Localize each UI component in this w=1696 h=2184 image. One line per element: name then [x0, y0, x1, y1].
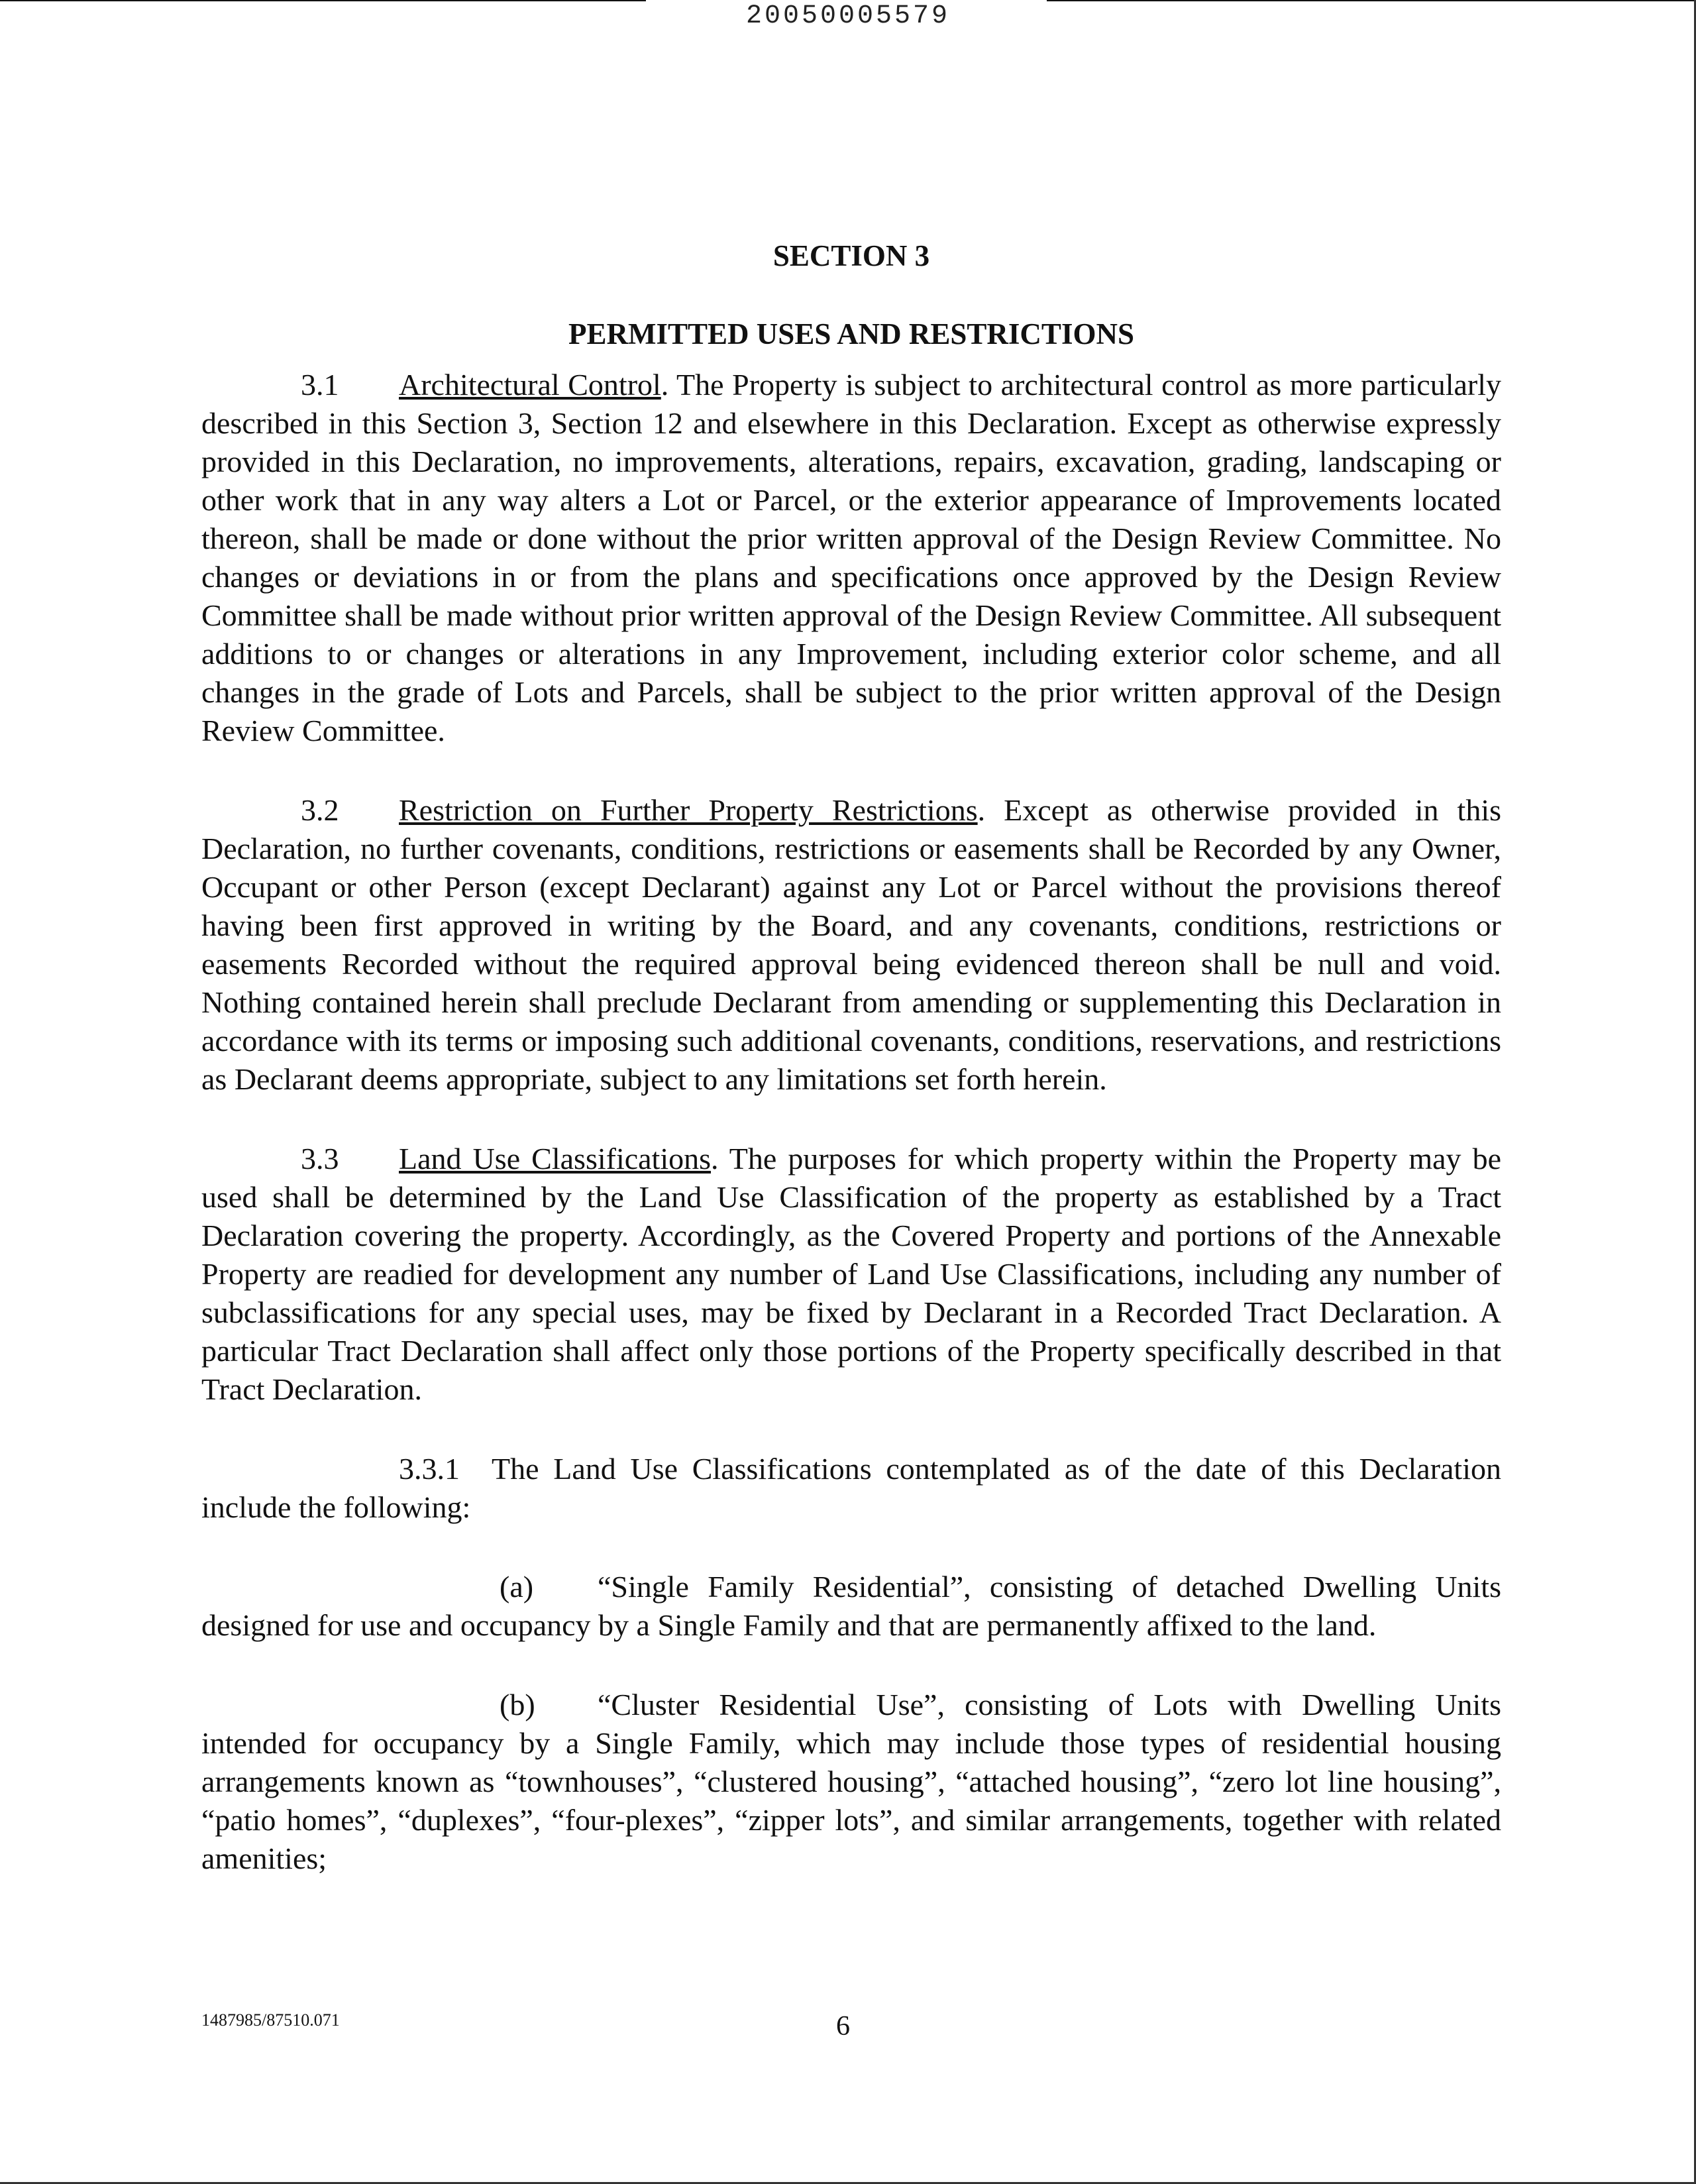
section-title: PERMITTED USES AND RESTRICTIONS — [568, 317, 1134, 351]
paragraph-number: 3.3 — [301, 1142, 339, 1175]
paragraph-a — [201, 1568, 1501, 1645]
page-number: 6 — [836, 2011, 850, 2042]
paragraph-number: 3.1 — [301, 368, 339, 402]
paragraph-text: . Except as otherwise provided in this Declaration, no further covenants, conditions, restrictions or easements shall be Recorded by any Owner, Occupant or other Person (except Declarant) against any Lot or Parcel without the provisions thereof having been first approved in writing by the Board, and any covenants, conditions, restrictions or easements Recorded without the required approval being evidenced thereon shall be null and void. Nothing contained herein shall preclude Declarant from amending or supplementing this Declaration in accordance with its terms or imposing such additional covenants, conditions, reservations, and restrictions as Declarant deems appropriate, subject to any limitations set forth herein. — [201, 793, 1502, 1096]
paragraph-number: (b) — [500, 1688, 535, 1721]
footer-reference: 1487985/87510.071 — [201, 2010, 340, 2030]
paragraph-text: . The Property is subject to architectural control as more particularly described in this Section 3, Section 12 and elsewhere in this Declaration. Except as otherwise expressly provided in this Declaration, no improvements, alterations, repairs, excavation, grading, landscaping or other work that in any way alters a Lot or Parcel, or the exterior appearance of Improvements located thereon, shall be made or done without the prior written approval of the Design Review Committee. No changes or deviations in or from the plans and specifications once approved by the Design Review Committee shall be made without prior written approval of the Design Review Committee. All subsequent additions to or changes or alterations in any Improvement, including exterior color scheme, and all changes in the grade of Lots and Parcels, shall be subject to the prior written approval of the Design Review Committee. — [201, 368, 1501, 747]
paragraph-text: “Single Family Residential”, consisting of detached Dwelling Units designed for use and occupancy by a Single Family and that are permanently affixed to the land. — [201, 1570, 1501, 1642]
paragraph-number: (a) — [500, 1570, 534, 1604]
paragraph-number: 3.2 — [301, 793, 339, 827]
document-body — [201, 239, 1501, 1919]
paragraph-3-3 — [201, 1140, 1501, 1409]
paragraph-heading: Land Use Classifications — [399, 1142, 712, 1175]
paragraph-b — [201, 1686, 1501, 1878]
recording-number: 20050005579 — [745, 1, 951, 31]
paragraph-3-3-1 — [201, 1450, 1501, 1527]
section-number: SECTION 3 — [772, 239, 930, 272]
paragraph-text: The Land Use Classifications contemplated as of the date of this Declaration include the following: — [201, 1452, 1501, 1524]
paragraph-3-2 — [201, 791, 1501, 1099]
paragraph-number: 3.3.1 — [399, 1452, 460, 1486]
paragraph-3-1 — [201, 366, 1501, 750]
paragraph-text: “Cluster Residential Use”, consisting of Lots with Dwelling Units intended for occupancy by a Single Family, which may include those types of residential housing arrangements known as “townhouses”, “clustered housing”, “attached housing”, “zero lot line housing”, “patio homes”, “duplexes”, “four-plexes”, “zipper lots”, and similar arrangements, together with related amenities; — [201, 1688, 1501, 1875]
paragraph-heading: Restriction on Further Property Restrictions — [399, 793, 978, 827]
paragraph-text: . The purposes for which property within the Property may be used shall be determined by the Land Use Classification of the property as established by a Tract Declaration covering the property. Accordingly, as the Covered Property and portions of the Annexable Property are readied for development any number of Land Use Classifications, including any number of subclassifications for any special uses, may be fixed by Declarant in a Recorded Tract Declaration. A particular Tract Declaration shall affect only those portions of the Property specifically described in that Tract Declaration. — [201, 1142, 1501, 1406]
paragraph-heading: Architectural Control — [399, 368, 661, 402]
